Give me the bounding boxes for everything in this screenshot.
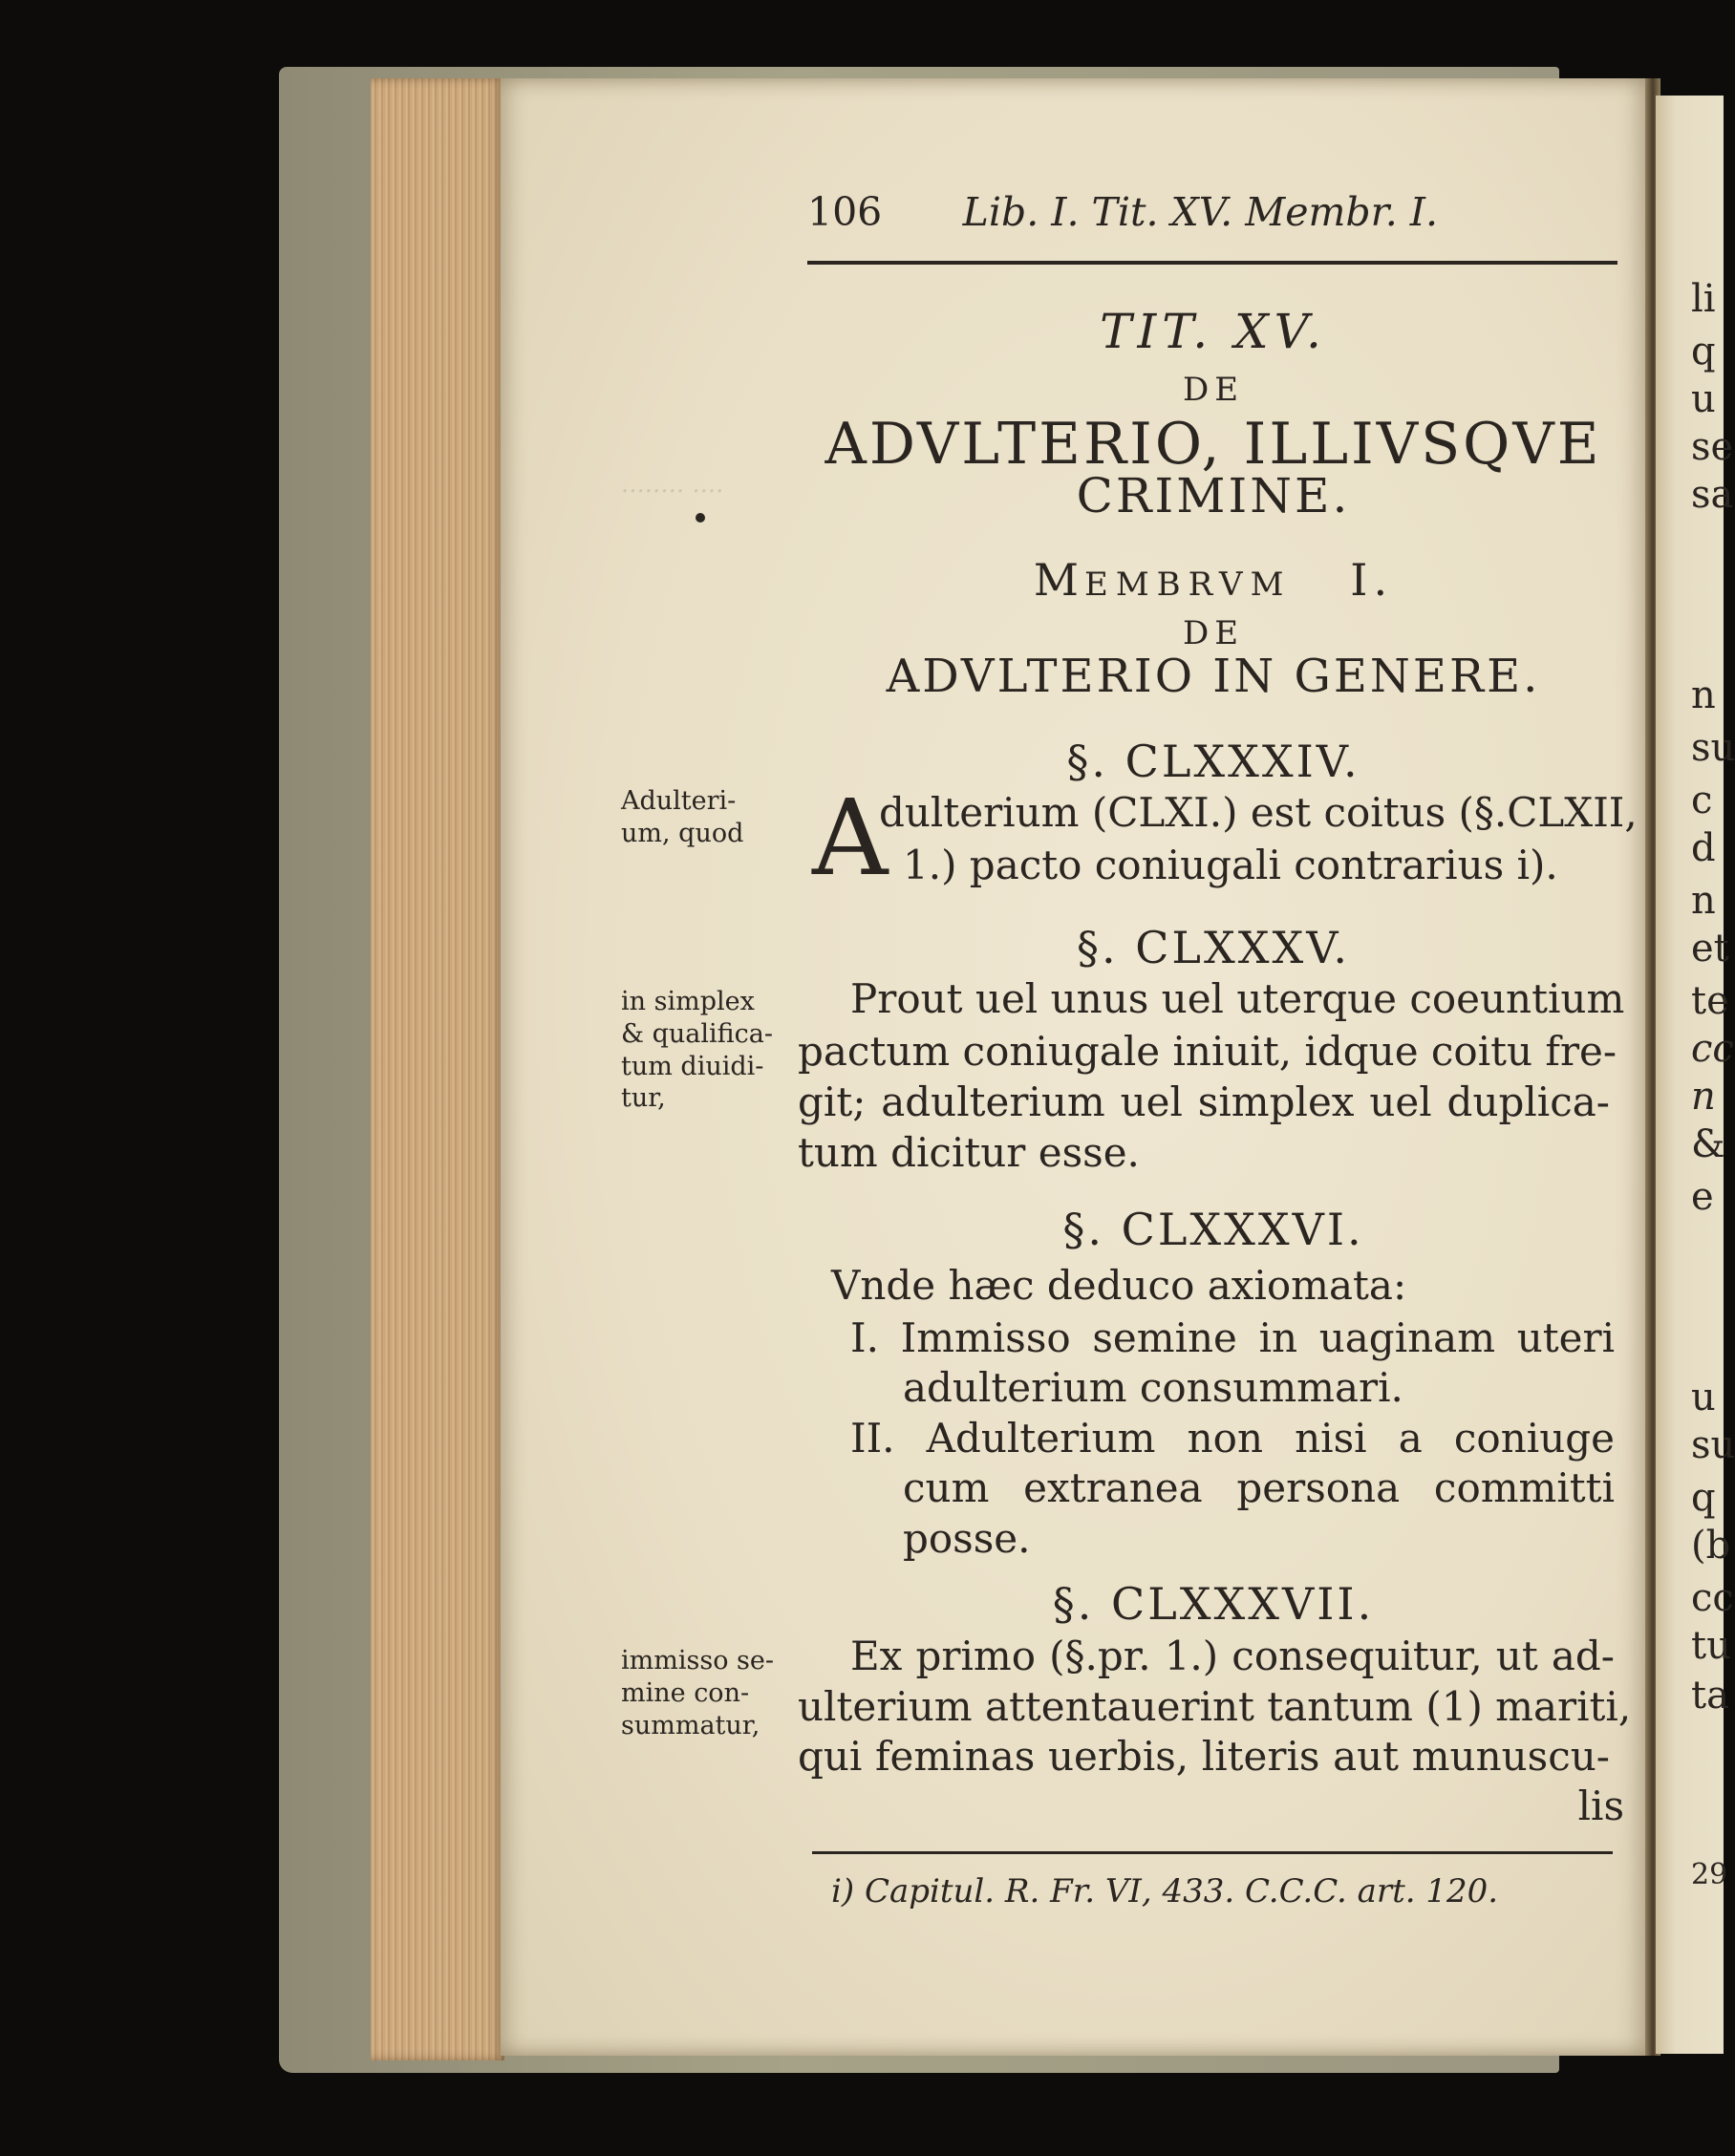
ink-dot <box>696 513 705 523</box>
body-line: tum dicitur esse. <box>798 1129 1140 1176</box>
running-head <box>807 189 1438 235</box>
footnote: i) Capitul. R. Fr. VI, 433. C.C.C. art. 120. <box>831 1872 1499 1911</box>
section-heading: §. CLXXXIV. <box>1066 736 1360 787</box>
drop-cap: A <box>812 777 889 899</box>
margin-note: in simplex & qualifica- tum diuidi- tur, <box>621 987 774 1114</box>
membrum-initial: M <box>1033 554 1085 606</box>
title-line-2: CRIMINE. <box>1076 468 1351 523</box>
section-heading: §. CLXXXVI. <box>1062 1204 1364 1255</box>
running-head-text: Lib. I. Tit. XV. Membr. I. <box>962 189 1438 235</box>
page-edges <box>371 78 504 2060</box>
section-heading: §. CLXXXV. <box>1076 922 1351 973</box>
title-tit: TIT. XV. <box>1100 304 1327 359</box>
footnote-rule <box>812 1851 1613 1854</box>
subtitle-de: DE <box>1182 614 1245 652</box>
catchword: lis <box>1577 1782 1624 1829</box>
body-line: 1.) pacto coniugali contrarius i). <box>903 842 1558 888</box>
body-line: adulterium consummari. <box>903 1364 1403 1411</box>
body-line: II. Adulterium non nisi a coniuge <box>850 1415 1615 1462</box>
body-line: pactum coniugale iniuit, idque coitu fre- <box>798 1028 1617 1075</box>
body-line: dulterium (CLXI.) est coitus (§.CLXII, <box>879 789 1638 836</box>
body-line: Ex primo (§.pr. 1.) consequitur, ut ad- <box>850 1633 1615 1679</box>
body-line: Prout uel unus uel uterque coeuntium <box>850 975 1625 1022</box>
title-de: DE <box>1182 371 1245 409</box>
section-heading: §. CLXXXVII. <box>1052 1578 1375 1630</box>
show-through-text: ········ ···· <box>621 478 724 506</box>
margin-note: Adulteri- um, quod <box>621 786 744 848</box>
membrum-number: I. <box>1350 554 1394 606</box>
header-rule <box>807 261 1617 265</box>
body-line: I. Immisso semine in uaginam uteri <box>850 1314 1615 1361</box>
body-line: cum extranea persona committi <box>903 1464 1615 1511</box>
membrum-heading <box>793 554 1634 606</box>
membrum-word: EMBRVM <box>1084 566 1292 604</box>
body-line: posse. <box>903 1515 1031 1562</box>
margin-note: immisso se- mine con- summatur, <box>621 1646 774 1740</box>
body-line: git; adulterium uel simplex uel duplica- <box>798 1078 1610 1125</box>
body-line: ulterium attentauerint tantum (1) mariti, <box>798 1683 1632 1730</box>
body-line: qui feminas uerbis, literis aut munuscu- <box>798 1733 1610 1780</box>
subtitle-line: ADVLTERIO IN GENERE. <box>886 650 1541 703</box>
title-line-1: ADVLTERIO, ILLIVSQVE <box>825 411 1602 478</box>
body-line: Vnde hæc deduco axiomata: <box>831 1262 1407 1309</box>
page-number: 106 <box>807 189 883 235</box>
